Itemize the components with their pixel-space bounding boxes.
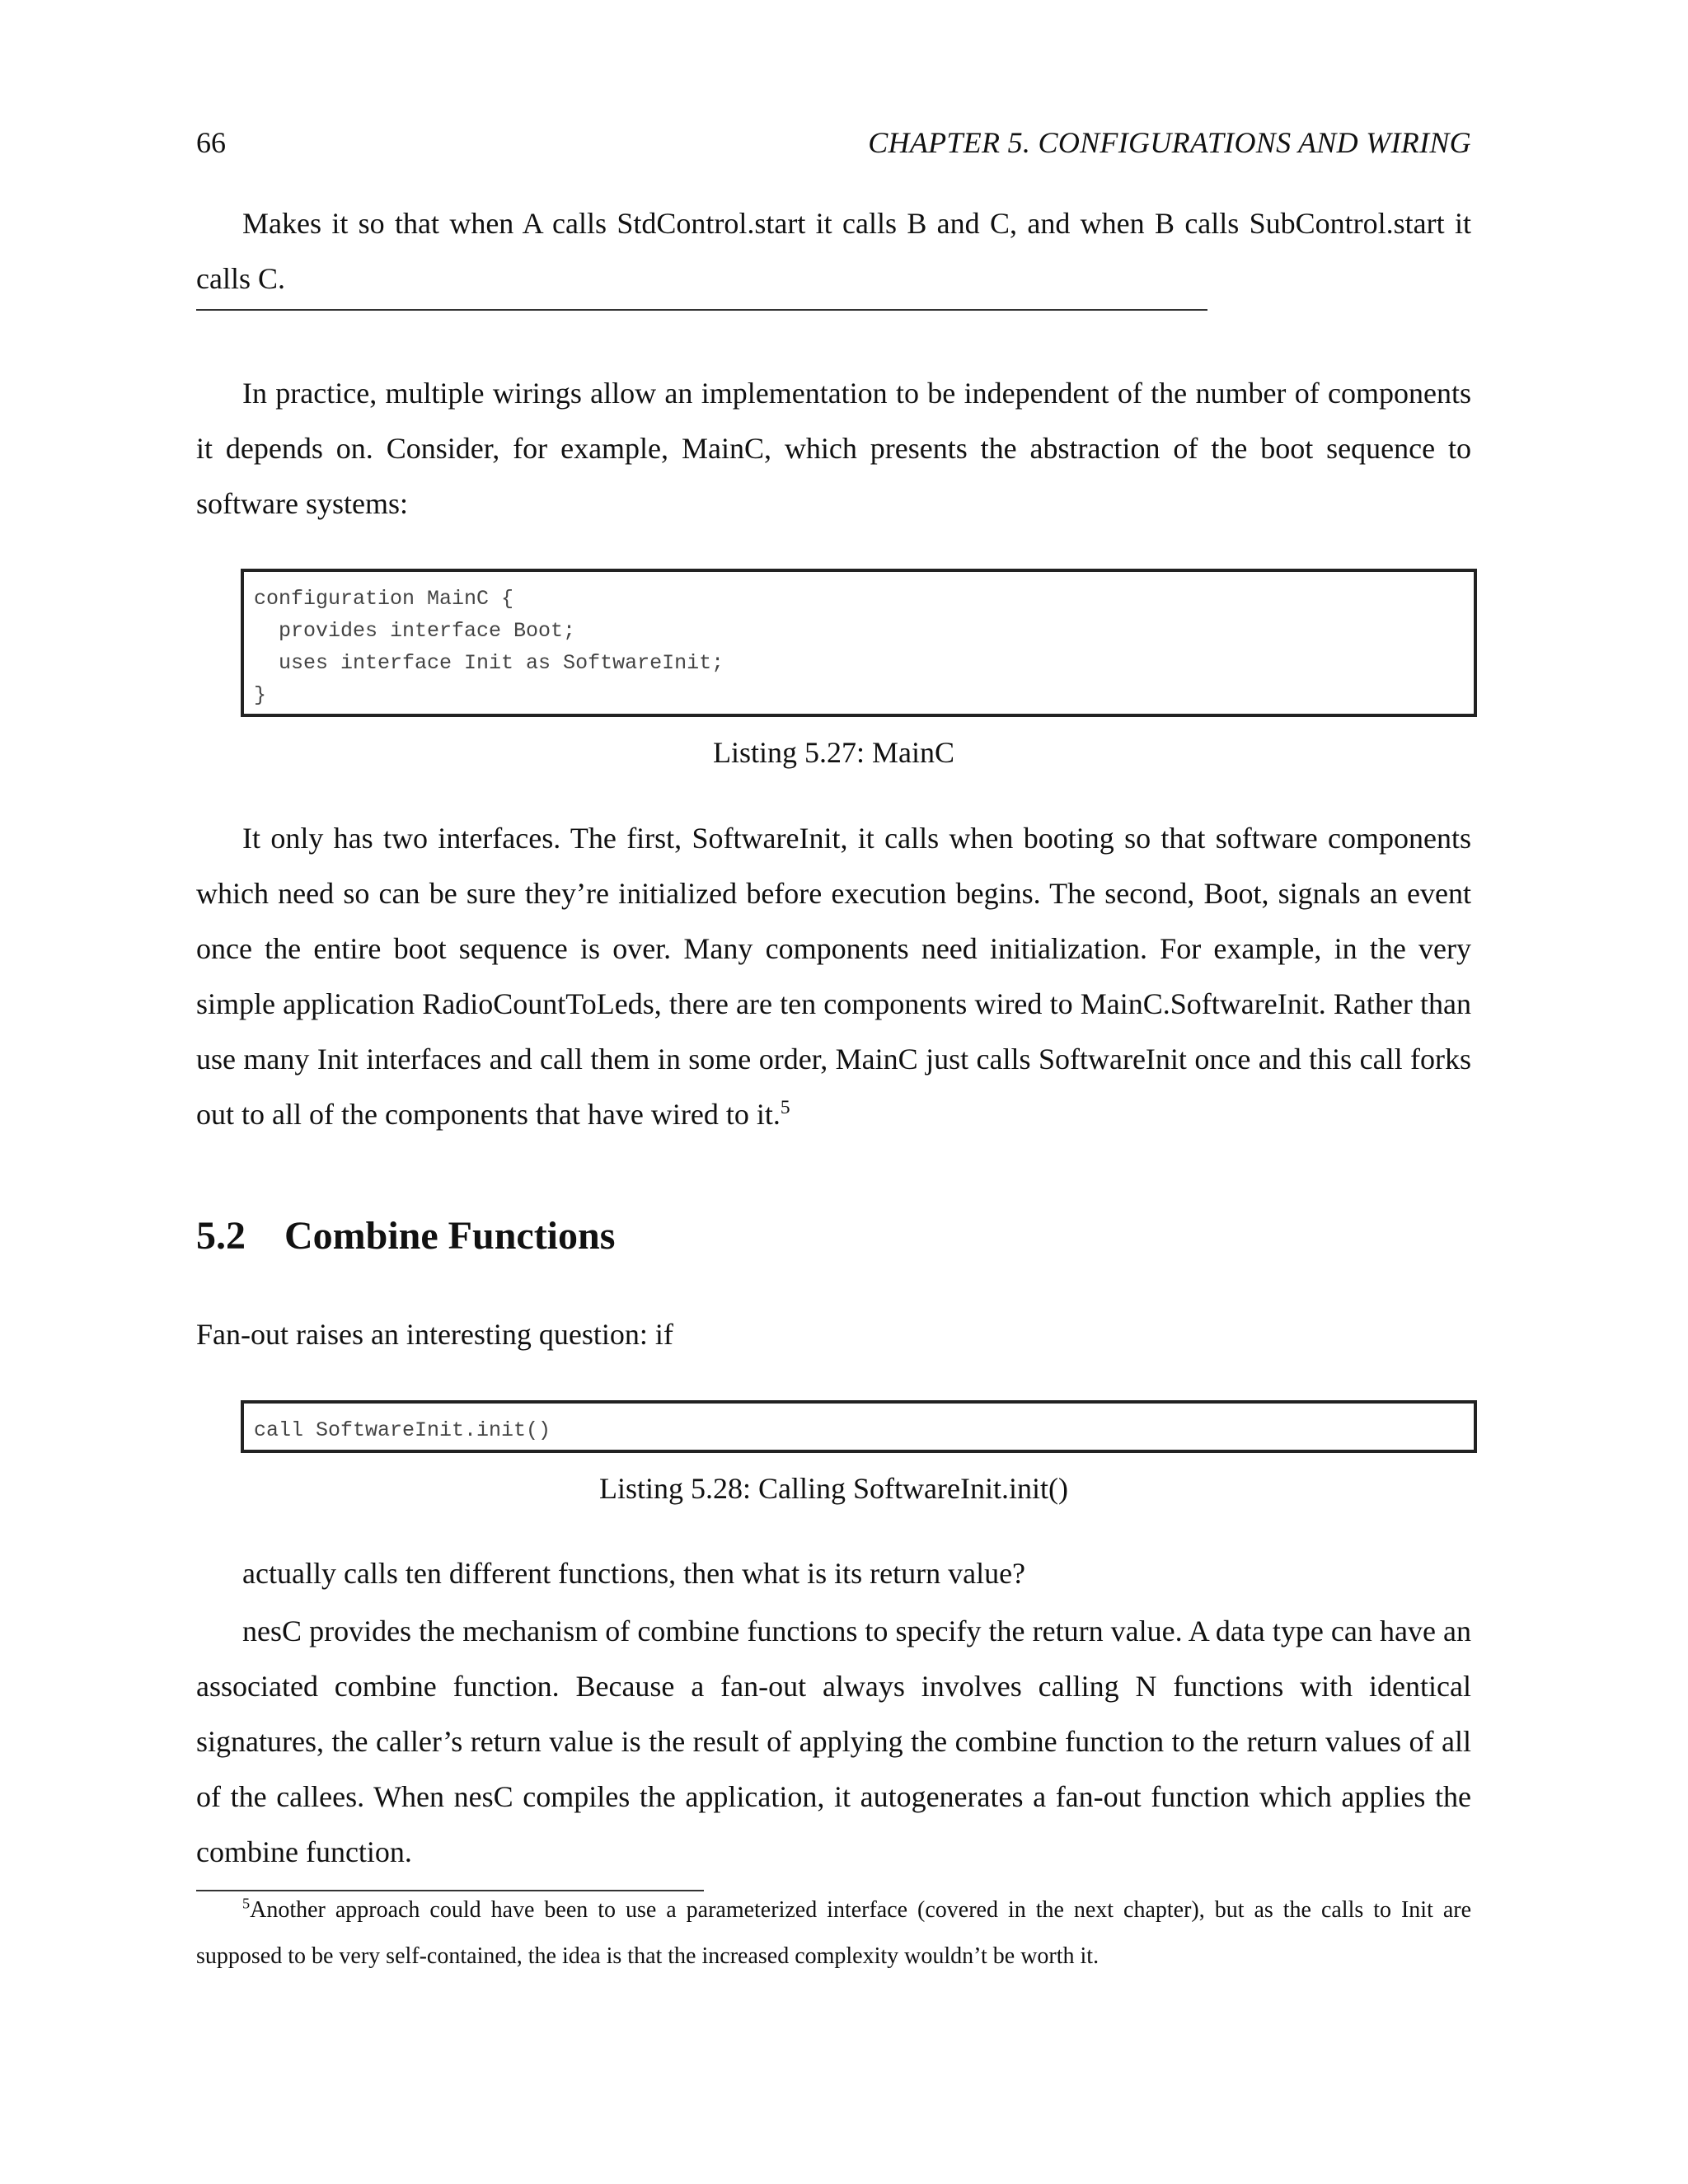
section-title: Combine Functions: [284, 1214, 616, 1258]
paragraph-two-interfaces: [196, 811, 1471, 1142]
footnote-reference: 5: [780, 1097, 790, 1118]
paragraph-two-interfaces-text: It only has two interfaces. The first, SoftwareInit, it calls when booting so that software components which need so can be sure they’re initialized before execution begins. The second, Boot, signals an event once the entire boot sequence is over. Many components need initialization. For example, in the very simple application RadioCountToLeds, there are ten components wired to MainC.SoftwareInit. Rather than use many Init interfaces and call them in some order, MainC just calls SoftwareInit once and this call forks out to all of the components that have wired to it.: [196, 822, 1471, 1131]
listing-call-caption: Listing 5.28: Calling SoftwareInit.init(): [599, 1472, 1068, 1505]
section-number: 5.2: [196, 1214, 246, 1258]
footnote-mark: 5: [242, 1895, 251, 1912]
footnote-text: Another approach could have been to use a parameterized interface (covered in the next chapter), but as the calls to Init are supposed to be very self-contained, the idea is that the increased complexity wouldn’t be worth it.: [196, 1897, 1471, 1969]
example-end-rule: [196, 309, 1207, 311]
listing-call-box: [241, 1400, 1477, 1453]
page-header: [196, 125, 1471, 165]
footnote: [196, 1887, 1471, 1980]
page-number: 66: [196, 126, 226, 159]
paragraph-fanout-example: Makes it so that when A calls StdControl.start it calls B and C, and when B calls SubControl.start it calls C.: [196, 207, 1471, 295]
listing-mainc-box: [241, 569, 1477, 717]
paragraph-fanout-question: Fan-out raises an interesting question: if: [196, 1318, 673, 1351]
listing-mainc-caption: Listing 5.27: MainC: [712, 736, 954, 769]
paragraph-multiple-wirings: In practice, multiple wirings allow an implementation to be independent of the number of components it depends on. Consider, for example, MainC, which presents the abstraction of the boot sequence to software systems:: [196, 377, 1471, 520]
running-head: CHAPTER 5. CONFIGURATIONS AND WIRING: [868, 126, 1471, 159]
paragraph-combine-functions: nesC provides the mechanism of combine functions to specify the return value. A data type can have an associated combine function. Because a fan-out always involves calling N functions with identical signatures, the caller’s return value is the result of applying the combine function to the return values of all of the callees. When nesC compiles the application, it autogenerates a fan-out function which applies the combine function.: [196, 1615, 1471, 1868]
listing-mainc-code: configuration MainC { provides interface Boot; uses interface Init as SoftwareInit; }: [254, 587, 724, 707]
paragraph-return-value: actually calls ten different functions, then what is its return value?: [242, 1557, 1026, 1590]
section-heading: [196, 1213, 615, 1258]
listing-call-code: call SoftwareInit.init(): [254, 1418, 551, 1442]
